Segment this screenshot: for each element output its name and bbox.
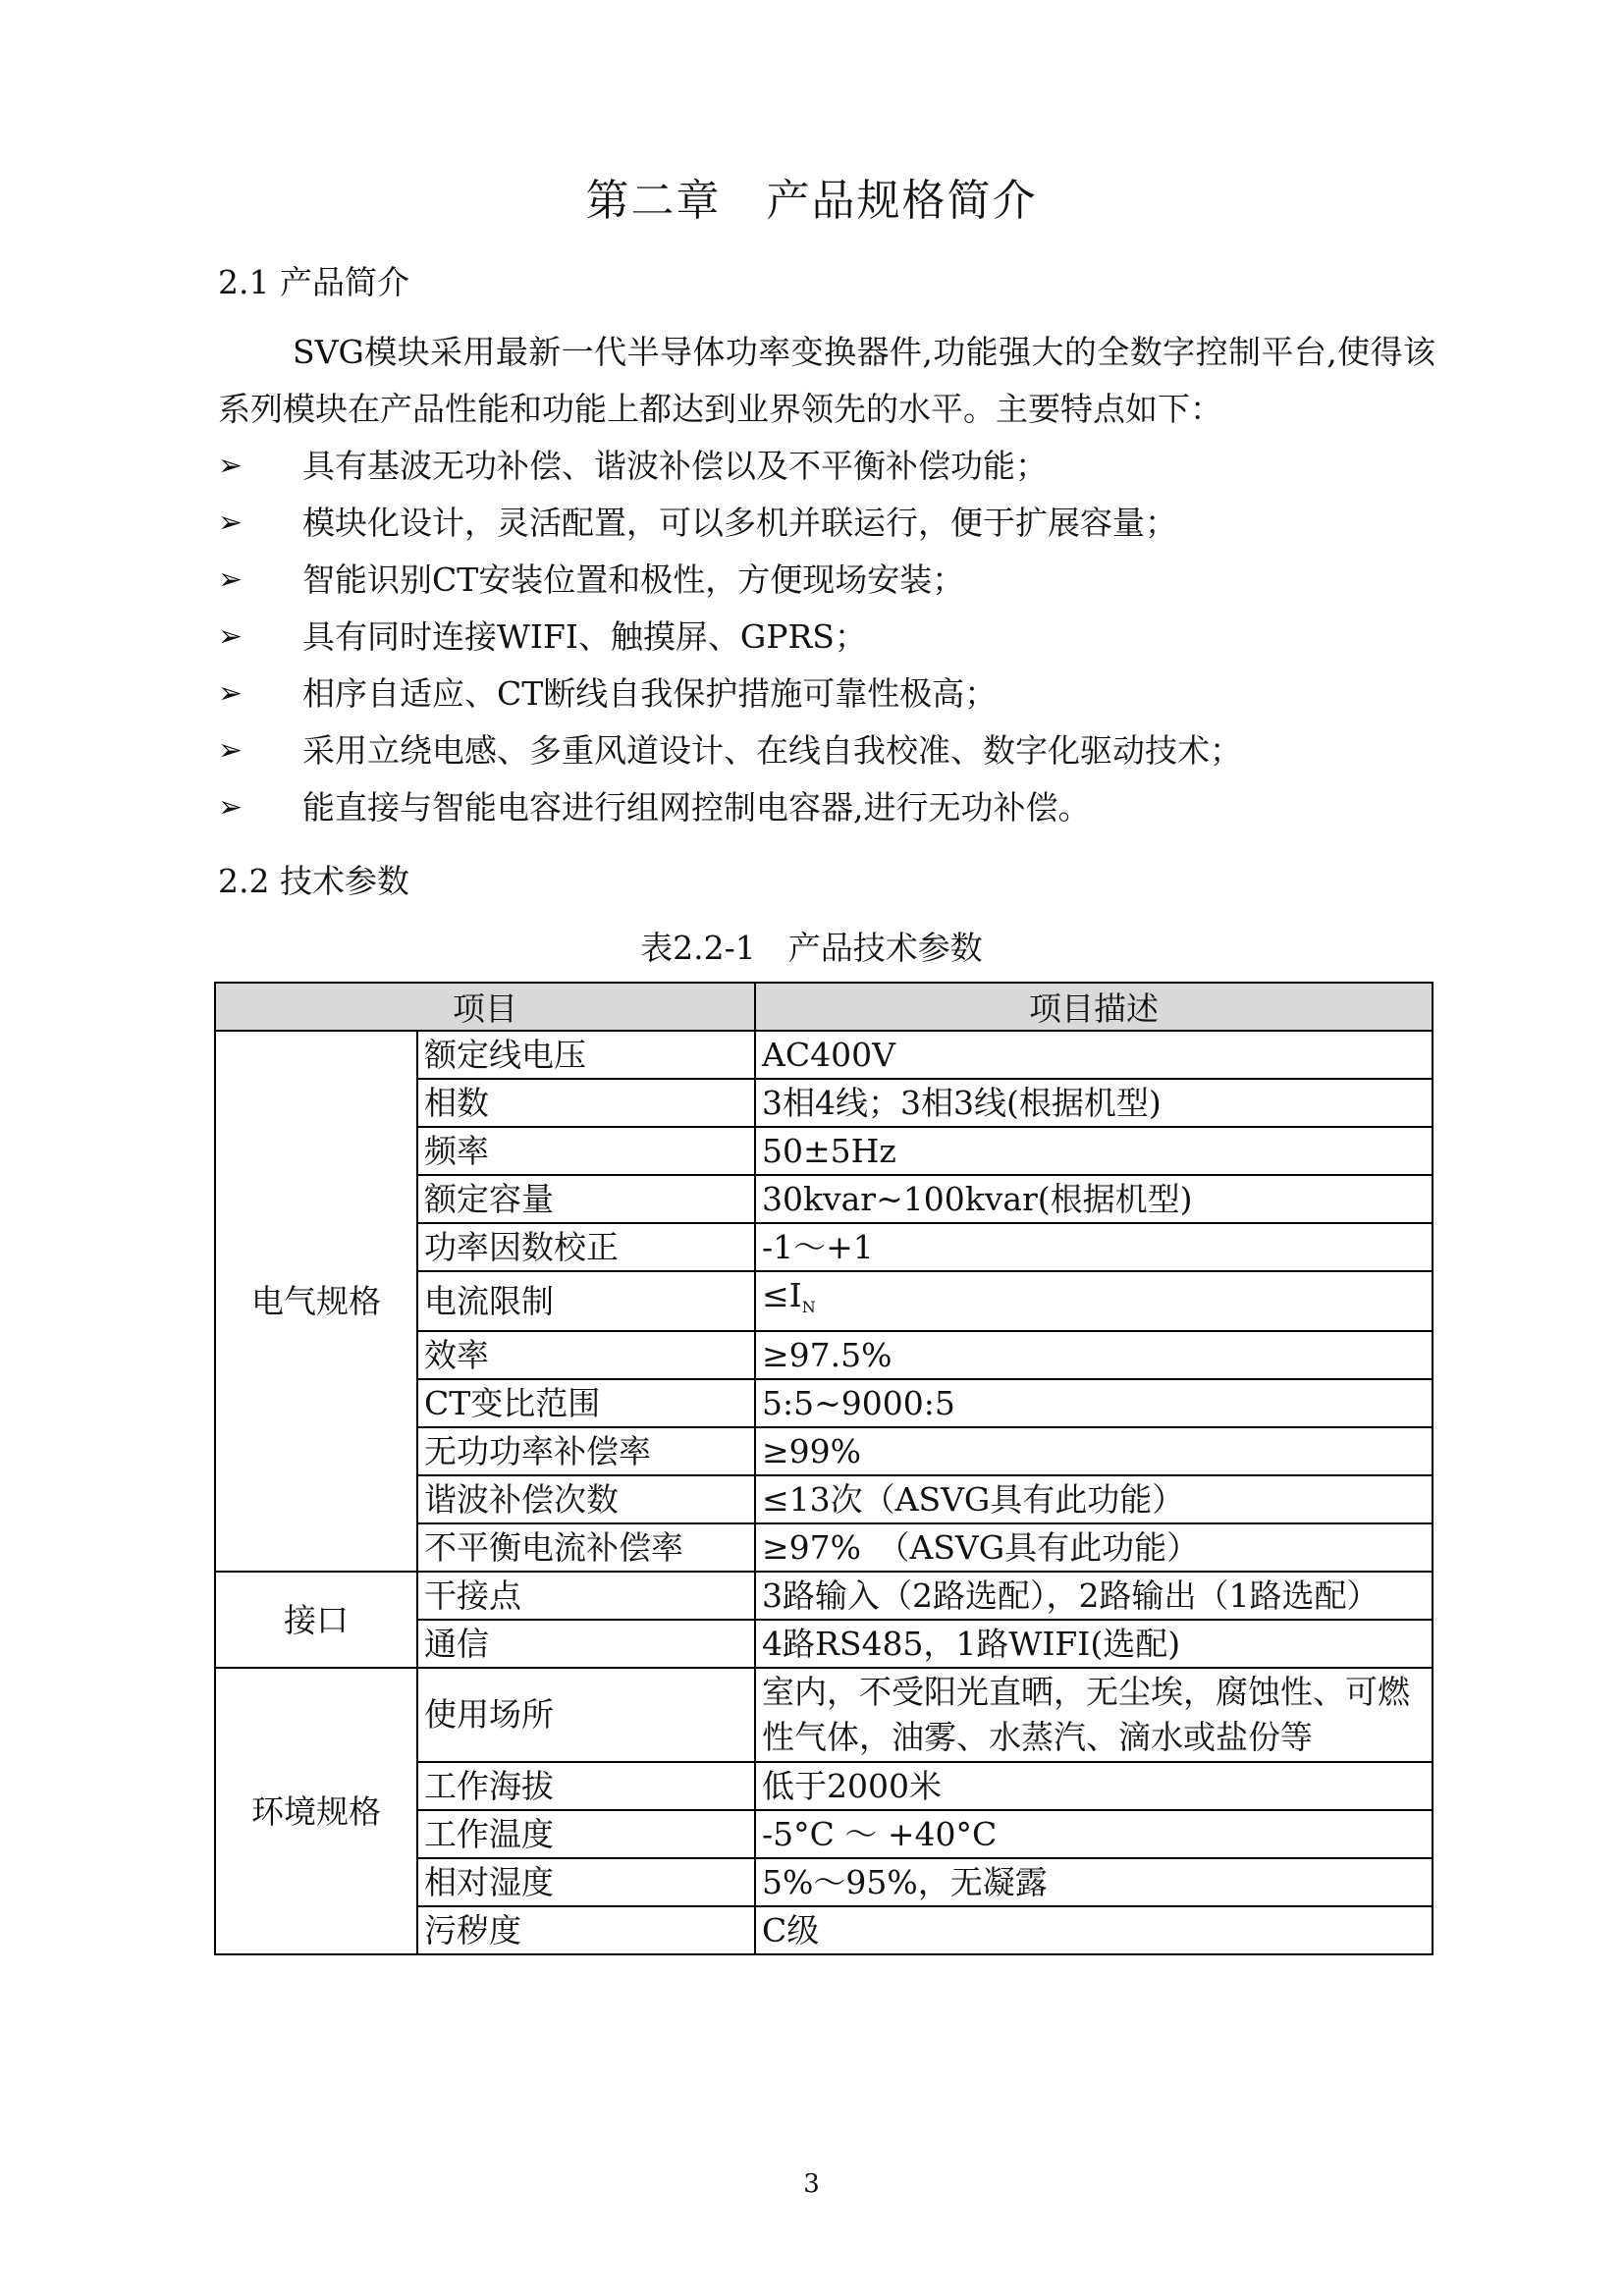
row-description: ≥99% (755, 1427, 1433, 1475)
row-item: 频率 (417, 1127, 755, 1175)
right-arrowhead-icon: ➢ (218, 790, 243, 825)
intro-paragraph (218, 324, 1435, 438)
row-item: 不平衡电流补偿率 (417, 1523, 755, 1572)
row-item: 相数 (417, 1079, 755, 1127)
current-limit-subscript: N (801, 1298, 816, 1316)
group-label-interface: 接口 (215, 1572, 417, 1668)
row-item: 相对湿度 (417, 1858, 755, 1906)
row-item: 效率 (417, 1331, 755, 1379)
chapter-title: 第二章 产品规格简介 (585, 176, 1038, 226)
group-label-electrical: 电气规格 (215, 1031, 417, 1572)
row-description: 5%～95%，无凝露 (755, 1858, 1433, 1906)
current-limit-value: ≤I (762, 1276, 802, 1314)
right-arrowhead-icon: ➢ (218, 676, 243, 711)
header-description: 项目描述 (755, 983, 1433, 1031)
row-item: 工作海拔 (417, 1762, 755, 1810)
right-arrowhead-icon: ➢ (218, 733, 243, 768)
row-item: 通信 (417, 1620, 755, 1668)
row-item: 污秽度 (417, 1906, 755, 1954)
feature-item (218, 666, 1445, 722)
row-description: -5°C ～ +40°C (755, 1810, 1433, 1858)
feature-list (218, 438, 1445, 836)
group-label-environment: 环境规格 (215, 1668, 417, 1954)
feature-item (218, 438, 1445, 495)
feature-item (218, 552, 1445, 609)
row-description: ≤13次（ASVG具有此功能） (755, 1475, 1433, 1523)
row-item: 谐波补偿次数 (417, 1475, 755, 1523)
row-description: 低于2000米 (755, 1762, 1433, 1810)
table-row (215, 1668, 1433, 1762)
feature-text: 具有同时连接WIFI、触摸屏、GPRS； (302, 617, 867, 656)
spec-table (214, 982, 1434, 1955)
feature-item (218, 495, 1445, 552)
row-description: 50±5Hz (755, 1127, 1433, 1175)
row-description: C级 (755, 1906, 1433, 1954)
row-item: 干接点 (417, 1572, 755, 1620)
row-description: 3路输入（2路选配），2路输出（1路选配） (755, 1572, 1433, 1620)
feature-text: 相序自适应、CT断线自我保护措施可靠性极高； (302, 674, 998, 713)
header-item: 项目 (215, 983, 755, 1031)
feature-item (218, 609, 1445, 666)
intro-paragraph-text: SVG模块采用最新一代半导体功率变换器件,功能强大的全数字控制平台,使得该系列模块在产品性能和功能上都达到业界领先的水平。主要特点如下： (218, 333, 1435, 428)
feature-text: 智能识别CT安装位置和极性，方便现场安装； (302, 561, 965, 599)
row-item: CT变比范围 (417, 1379, 755, 1427)
table-header-row (215, 983, 1433, 1031)
row-description: 4路RS485，1路WIFI(选配) (755, 1620, 1433, 1668)
feature-item (218, 722, 1445, 779)
right-arrowhead-icon: ➢ (218, 506, 243, 540)
feature-text: 能直接与智能电容进行组网控制电容器,进行无功补偿。 (302, 788, 1091, 827)
row-description: 室内，不受阳光直晒，无尘埃，腐蚀性、可燃性气体，油雾、水蒸汽、滴水或盐份等 (755, 1668, 1433, 1762)
section-heading-tech-params: 2.2 技术参数 (218, 862, 409, 900)
row-description: 3相4线；3相3线(根据机型) (755, 1079, 1433, 1127)
table-row (215, 1031, 1433, 1079)
feature-text: 具有基波无功补偿、谐波补偿以及不平衡补偿功能； (302, 447, 1048, 485)
table-row (215, 1572, 1433, 1620)
row-description: 5:5~9000:5 (755, 1379, 1433, 1427)
row-item: 额定容量 (417, 1175, 755, 1223)
right-arrowhead-icon: ➢ (218, 562, 243, 597)
row-description (755, 1271, 1433, 1331)
section-heading-intro: 2.1 产品简介 (218, 263, 409, 301)
feature-text: 模块化设计，灵活配置，可以多机并联运行，便于扩展容量； (302, 504, 1177, 542)
row-description: 30kvar~100kvar(根据机型) (755, 1175, 1433, 1223)
row-description: AC400V (755, 1031, 1433, 1079)
feature-item (218, 779, 1445, 836)
page-number: 3 (803, 2169, 820, 2199)
row-item: 使用场所 (417, 1668, 755, 1762)
table-caption: 表2.2-1 产品技术参数 (640, 929, 983, 967)
right-arrowhead-icon: ➢ (218, 619, 243, 654)
right-arrowhead-icon: ➢ (218, 449, 243, 483)
row-description: ≥97.5% (755, 1331, 1433, 1379)
row-description: ≥97% （ASVG具有此功能） (755, 1523, 1433, 1572)
row-item: 工作温度 (417, 1810, 755, 1858)
row-description: -1～+1 (755, 1223, 1433, 1271)
row-item: 功率因数校正 (417, 1223, 755, 1271)
row-item: 额定线电压 (417, 1031, 755, 1079)
row-item: 无功功率补偿率 (417, 1427, 755, 1475)
feature-text: 采用立绕电感、多重风道设计、在线自我校准、数字化驱动技术； (302, 731, 1242, 770)
row-item: 电流限制 (417, 1271, 755, 1331)
